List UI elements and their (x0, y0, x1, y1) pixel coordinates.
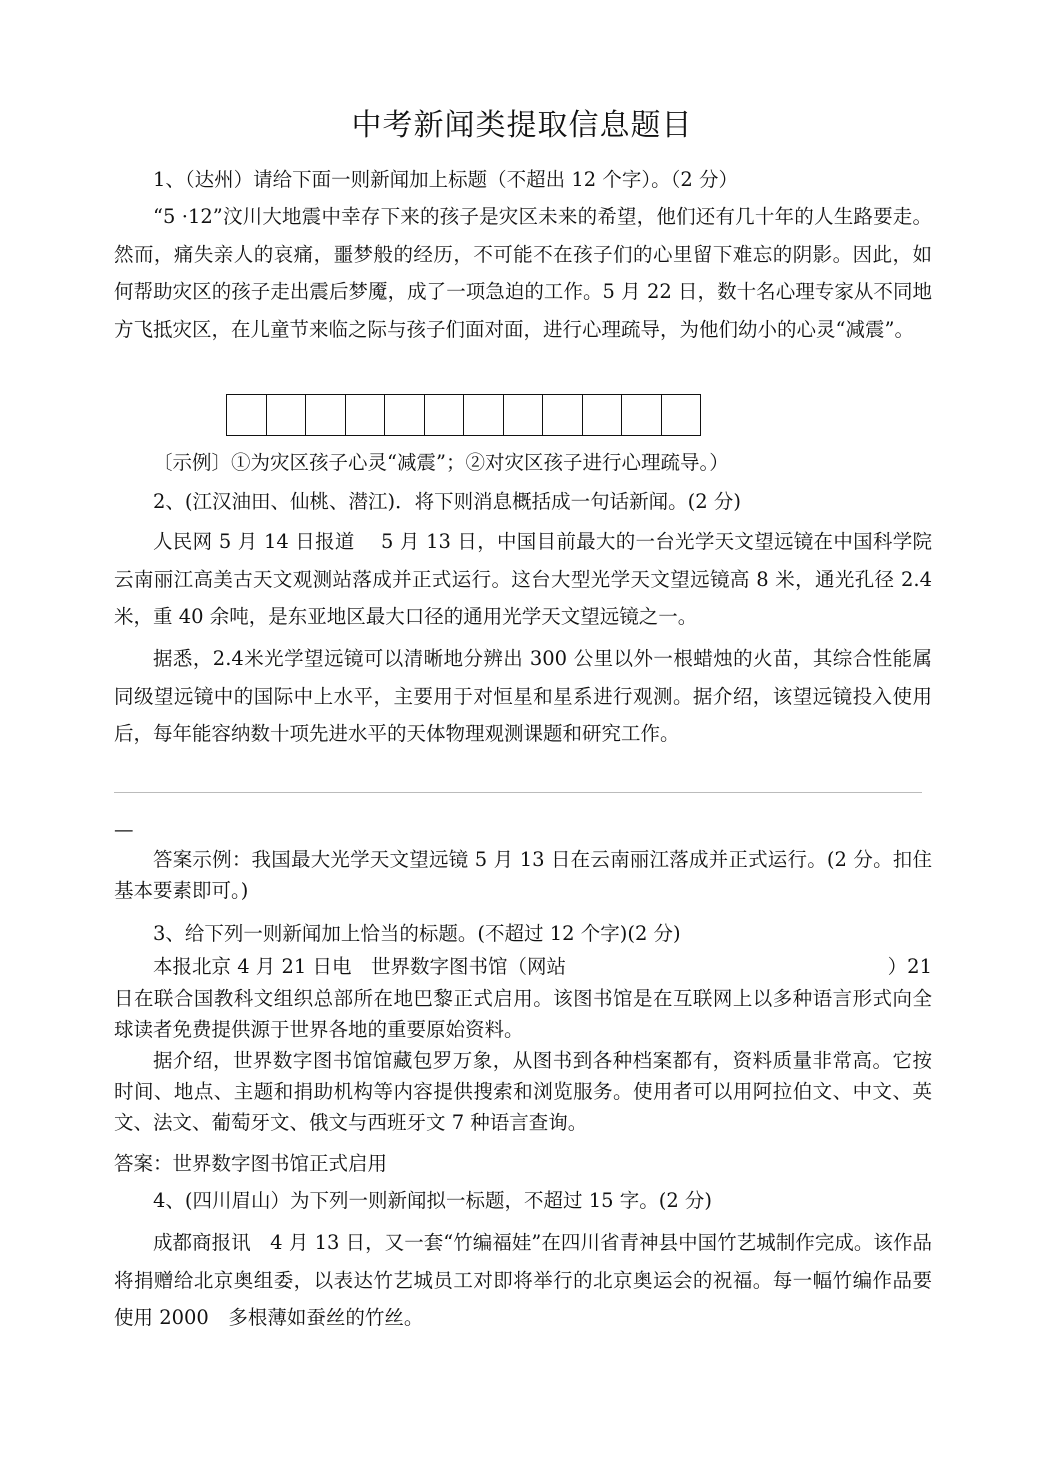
answer-box[interactable] (583, 394, 623, 436)
q2-prompt: 2、(江汉油田、仙桃、潜江)．将下则消息概括成一句话新闻。(2 分) (153, 490, 741, 513)
answer-box[interactable] (504, 394, 544, 436)
answer-box[interactable] (385, 394, 425, 436)
q2-passage-1: 人民网 5 月 14 日报道 5 月 13 日，中国目前最大的一台光学天文望远镜在中国科学院云南丽江高美古天文观测站落成并正式运行。这台大型光学天文望远镜高 8 米，通光孔径 2.4米，重 40 余吨，是东亚地区最大口径的通用光学天文望远镜之一。 (114, 530, 932, 628)
divider-line (114, 792, 922, 793)
q2-passage-2: 据悉，2.4米光学望远镜可以清晰地分辨出 300 公里以外一根蜡烛的火苗，其综合性能属同级望远镜中的国际中上水平，主要用于对恒星和星系进行观测。据介绍，该望远镜投入使用后，每年能容纳数十项先进水平的天体物理观测课题和研究工作。 (114, 647, 932, 745)
q1-example: 〔示例〕①为灾区孩子心灵“减震”；②对灾区孩子进行心理疏导。） (153, 451, 729, 474)
q3-passage-2: 据介绍，世界数字图书馆馆藏包罗万象，从图书到各种档案都有，资料质量非常高。它按时间、地点、主题和捐助机构等内容提供搜索和浏览服务。使用者可以用阿拉伯文、中文、英文、法文、葡萄牙文、俄文与西班牙文 7 种语言查询。 (114, 1049, 932, 1134)
answer-box[interactable] (425, 394, 465, 436)
q1-passage: “5 ·12”汶川大地震中幸存下来的孩子是灾区未来的希望，他们还有几十年的人生路要走。然而，痛失亲人的哀痛，噩梦般的经历，不可能不在孩子们的心里留下难忘的阴影。因此，如何帮助灾区的孩子走出震后梦魇，成了一项急迫的工作。5 月 22 日，数十名心理专家从不同地方飞抵灾区，在儿童节来临之际与孩子们面对面，进行心理疏导，为他们幼小的心灵“减震”。 (114, 205, 932, 341)
q4-passage: 成都商报讯 4 月 13 日，又一套“竹编福娃”在四川省青神县中国竹艺城制作完成。该作品将捐赠给北京奥组委，以表达竹艺城员工对即将举行的北京奥运会的祝福。每一幅竹编作品要使用 2000 多根薄如蚕丝的竹丝。 (114, 1231, 932, 1329)
answer-box[interactable] (662, 394, 702, 436)
q3-prompt: 3、给下列一则新闻加上恰当的标题。(不超过 12 个字)(2 分) (153, 922, 681, 945)
dash-mark: — (114, 818, 134, 841)
q1-answer-boxes[interactable] (226, 394, 701, 436)
q1-prompt: 1、（达州）请给下面一则新闻加上标题（不超出 12 个字）。（2 分） (153, 168, 738, 191)
answer-box[interactable] (464, 394, 504, 436)
answer-box[interactable] (227, 394, 267, 436)
q3-passage-head-right: ）21 (887, 955, 932, 978)
answer-box[interactable] (346, 394, 386, 436)
answer-box[interactable] (306, 394, 346, 436)
q4-prompt: 4、(四川眉山）为下列一则新闻拟一标题，不超过 15 字。(2 分) (153, 1189, 713, 1212)
answer-box[interactable] (267, 394, 307, 436)
answer-box[interactable] (543, 394, 583, 436)
document-title: 中考新闻类提取信息题目 (351, 108, 693, 143)
q3-passage-rest: 日在联合国教科文组织总部所在地巴黎正式启用。该图书馆是在互联网上以多种语言形式向全球读者免费提供源于世界各地的重要原始资料。 (114, 987, 932, 1041)
q3-passage-head: 本报北京 4 月 21 日电 世界数字图书馆（网站 (153, 955, 567, 978)
q3-answer: 答案：世界数字图书馆正式启用 (114, 1152, 388, 1175)
answer-box[interactable] (622, 394, 662, 436)
q2-answer: 答案示例：我国最大光学天文望远镜 5 月 13 日在云南丽江落成并正式运行。(2 分。扣住基本要素即可。) (114, 848, 932, 902)
